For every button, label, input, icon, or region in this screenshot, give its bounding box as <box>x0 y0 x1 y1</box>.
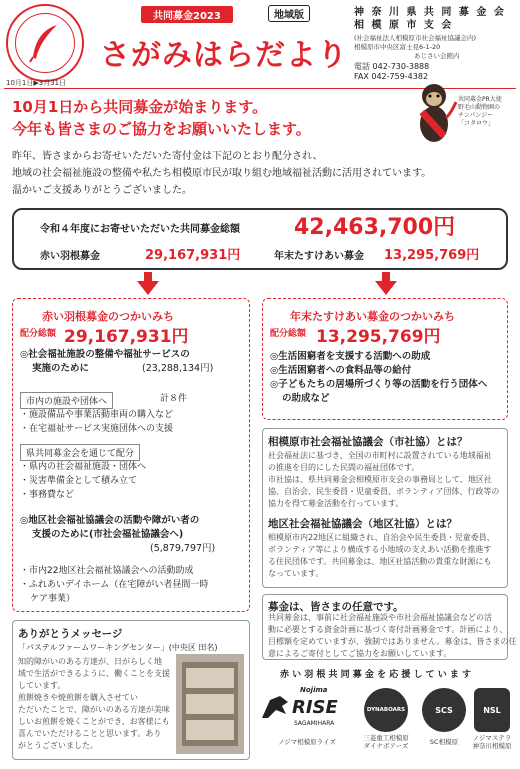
voluntary-body: 共同募金は、事前に社会福祉施設や市社会福祉協議会などの活 動に必要とする資金計画に基づく寄付計画募金です。計画により、 目標額を定めていますが、強制ではありません。募金は、皆さまの任 意によるご寄付としてご協力をお願いしています。 <box>268 613 517 658</box>
district-council-title: 地区社会福祉協議会（地区社協）とは？ <box>268 518 457 530</box>
kyodo-bokin-logo <box>6 4 84 82</box>
facility-support-value: (23,288,134円) <box>142 363 214 374</box>
city-facilities-list: ・施設備品や事業活動車両の購入など ・在宅福祉サービス実施団体への支援 <box>20 410 174 434</box>
stella-caption: ノジマステラ 神奈川相模原 <box>472 734 512 750</box>
dynaboars-logo: DYNABOARS <box>364 688 408 732</box>
facility-photo-image <box>176 654 244 754</box>
rise-caption: ノジマ相模原ライズ <box>278 738 336 746</box>
red-feather-value: 29,167,931円 <box>145 248 241 263</box>
left-total-label: 配分総額 <box>20 329 57 339</box>
prefecture-list: ・県内の社会福祉施設・団体へ ・災害準備金として積み立て ・事務費など <box>20 462 147 500</box>
stella-logo: NSL <box>474 688 510 732</box>
intro-text: 昨年、皆さまからお寄せいただいた寄付金は下記のとおり配分され、 地域の社会福祉施設の整備や私たち相模原市民が取り組む地域福祉活動に活用されています。 温かいご支援ありがとうございました。 <box>12 151 432 196</box>
arrow-down-icon <box>137 281 159 295</box>
thanks-message-facility: 「パステルファームワーキングセンター」(中央区 田名) <box>18 643 218 652</box>
city-facilities-heading: 市内の施設や団体へ <box>20 392 113 409</box>
newsletter-title: さがみはらだより <box>100 38 348 73</box>
organization-address: (社会福祉法人相模原市社会福祉協議会内) 相模原市中央区富士見6-1-20 あじさい会館内 <box>354 34 477 60</box>
sc-sagamihara-caption: SC相模原 <box>429 738 459 746</box>
red-feather-icon <box>27 23 63 63</box>
city-facilities-count: 計８件 <box>160 394 188 404</box>
campaign-tag: 共同募金2023 <box>141 6 233 23</box>
lead-message: 10月1日から共同募金が始まります。 今年も皆さまのご協力をお願いいたします。 <box>12 98 311 138</box>
dynaboars-caption: 三菱重工相模原 ダイナボアーズ <box>363 734 409 750</box>
year-end-usage-list: ◎生活困窮者を支援する活動への助成 ◎生活困窮者への食料品等の給付 ◎子どもたちの居場所づくり等の活動を行う団体へ の助成など <box>270 351 488 404</box>
year-end-label: 年末たすけあい募金 <box>274 251 364 262</box>
horse-icon <box>260 694 290 720</box>
city-council-title: 相模原市社会福祉協議会（市社協）とは？ <box>268 436 468 448</box>
contact-numbers: 電話 042-730-3888 FAX 042-759-4382 <box>354 62 430 81</box>
rise-logo: Nojima RISE SAGAMIHARA <box>260 686 352 736</box>
organization-name: 神 奈 川 県 共 同 募 金 会 相 模 原 市 支 会 <box>354 7 506 31</box>
district-council-body: 相模原市内22地区に組織され、自治会や民生委員・児童委員、 ボランティア等により構成する小地域の支えあい活動を推進す る住民団体です。共同募金は、地区社協活動の貴重な財源にも なっています。 <box>268 533 495 578</box>
arrow-down-icon <box>375 281 397 295</box>
right-panel-title: 年末たすけあい募金のつかいみち <box>290 310 455 323</box>
city-council-body: 社会福祉法に基づき、全国の市町村に設置されている地域福祉 の推進を目的にした民間の福祉団体です。 市社協は、県共同募金会相模原市支会の事務局として、地区社 協、自治会、民生委員・児童委員、ボランティア団体、行政等の 協力を得て募金活動を行っています。 <box>268 451 500 508</box>
thanks-message-title: ありがとうメッセージ <box>18 628 123 640</box>
right-total-value: 13,295,769円 <box>316 327 441 347</box>
chimpanzee-mascot-icon <box>410 82 458 150</box>
total-label: 令和４年度にお寄せいただいた共同募金総額 <box>40 224 240 235</box>
supporters-title: 赤 い 羽 根 共 同 募 金 を 応 援 し て い ま す <box>280 670 472 680</box>
district-support-value: (5,879,797円) <box>150 543 216 554</box>
left-panel-title: 赤い羽根募金のつかいみち <box>42 310 174 323</box>
region-tag: 地域版 <box>268 5 310 22</box>
red-feather-label: 赤い羽根募金 <box>40 251 100 262</box>
year-end-value: 13,295,769円 <box>384 248 480 263</box>
sc-sagamihara-logo: SCS <box>422 688 466 732</box>
campaign-period: 10月1日▶3月31日 <box>6 79 67 87</box>
thanks-message-body: 知的障がいのある方達が、日がらしく地 域で生活ができるように、働くことを支援 しています。 煎餅焼きや焼煎餅を購入させてい ただいたことで、障がいのある方達が美味 しいお煎餅を焼くことができ、お客様にも 喜んでいただけることと思います。あり がとうございました。 <box>18 657 170 750</box>
prefecture-heading: 県共同募金会を通じて配分 <box>20 444 140 461</box>
district-support-list: ・市内22地区社会福祉協議会への活動助成 ・ふれあいデイホーム（在宅障がい者昼間一時 ケア事業） <box>20 566 209 604</box>
mascot-caption: 共同募金PR大使 野毛山動物園の チンパンジー 「コタロウ」 <box>458 96 502 127</box>
right-total-label: 配分総額 <box>270 329 307 339</box>
district-support-title: ◎地区社会福祉協議会の活動や障がい者の 支援のために(市社会福祉協議会へ) <box>20 515 200 540</box>
facility-support-title: ◎社会福祉施設の整備や福祉サービスの 実施のために <box>20 349 190 374</box>
total-value: 42,463,700円 <box>294 215 456 240</box>
voluntary-title: 募金は、皆さまの任意です。 <box>268 601 404 613</box>
left-total-value: 29,167,931円 <box>64 327 189 347</box>
